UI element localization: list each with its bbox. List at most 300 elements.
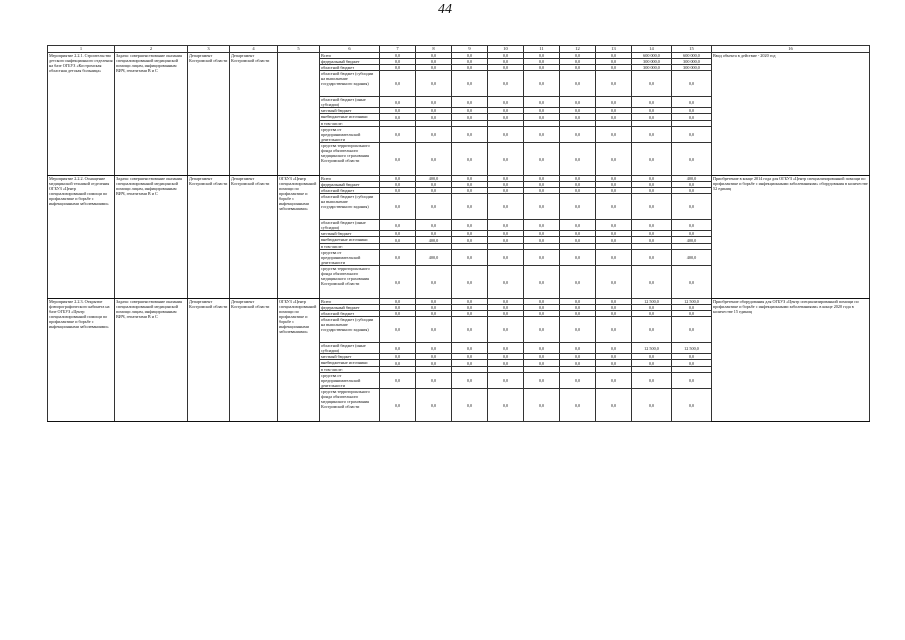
amount-cell: 0,0 [416, 311, 452, 317]
funding-source-label: Всего [320, 176, 380, 182]
amount-cell: 0,0 [452, 311, 488, 317]
amount-cell: 0,0 [672, 188, 712, 194]
amount-cell: 0,0 [672, 220, 712, 231]
funding-source-label: внебюджетные источники [320, 360, 380, 367]
amount-cell: 0,0 [488, 311, 524, 317]
funding-source-label: в том числе: [320, 121, 380, 127]
amount-cell: 0,0 [416, 65, 452, 71]
amount-cell: 0,0 [452, 360, 488, 367]
amount-cell: 300 000,0 [672, 65, 712, 71]
amount-cell: 0,0 [596, 299, 632, 305]
header-cell: 11 [524, 46, 560, 53]
amount-cell: 12 500,0 [672, 299, 712, 305]
amount-cell: 0,0 [488, 299, 524, 305]
amount-cell: 0,0 [380, 108, 416, 114]
amount-cell: 0,0 [380, 220, 416, 231]
amount-cell: 0,0 [560, 389, 596, 422]
amount-cell: 0,0 [632, 354, 672, 360]
amount-cell: 0,0 [452, 237, 488, 244]
measure-col3: Департамент Костромской области [188, 299, 230, 422]
amount-cell: 0,0 [560, 220, 596, 231]
amount-cell: 0,0 [380, 194, 416, 220]
amount-cell: 0,0 [380, 354, 416, 360]
amount-cell: 0,0 [524, 53, 560, 59]
amount-cell: 0,0 [524, 176, 560, 182]
amount-cell: 0,0 [596, 231, 632, 237]
amount-cell: 0,0 [452, 108, 488, 114]
amount-cell: 0,0 [452, 231, 488, 237]
amount-cell: 0,0 [596, 389, 632, 422]
amount-cell: 0,0 [380, 97, 416, 108]
amount-cell: 0,0 [672, 97, 712, 108]
amount-cell: 0,0 [452, 343, 488, 354]
amount-cell: 0,0 [524, 108, 560, 114]
amount-cell: 0,0 [524, 317, 560, 343]
amount-cell: 300 000,0 [632, 59, 672, 65]
amount-cell: 0,0 [416, 231, 452, 237]
measure-col2: Задача: совершенствование оказания специализированной медицинской помощи лицам, инфицированным ВИЧ, гепатитами B и C [115, 176, 188, 299]
funding-source-label: областной бюджет (иные субсидии) [320, 97, 380, 108]
amount-cell: 0,0 [524, 299, 560, 305]
amount-cell: 0,0 [380, 188, 416, 194]
header-cell: 2 [115, 46, 188, 53]
amount-cell: 0,0 [596, 97, 632, 108]
amount-cell: 0,0 [380, 71, 416, 97]
amount-cell: 0,0 [596, 220, 632, 231]
measure-col5 [278, 53, 320, 176]
funding-source-label: Всего [320, 53, 380, 59]
amount-cell: 0,0 [488, 97, 524, 108]
amount-cell: 0,0 [524, 143, 560, 176]
amount-cell: 0,0 [672, 389, 712, 422]
amount-cell: 0,0 [560, 311, 596, 317]
amount-cell: 0,0 [488, 389, 524, 422]
amount-cell: 0,0 [560, 231, 596, 237]
amount-cell: 400,0 [672, 237, 712, 244]
amount-cell: 0,0 [488, 250, 524, 266]
amount-cell: 0,0 [488, 71, 524, 97]
amount-cell: 0,0 [380, 114, 416, 121]
funding-source-label: областной бюджет (субсидии на выполнение государственного задания) [320, 194, 380, 220]
amount-cell: 0,0 [488, 194, 524, 220]
amount-cell: 0,0 [632, 194, 672, 220]
amount-cell: 0,0 [632, 176, 672, 182]
measure-col4: Департамент Костромской области [230, 53, 278, 176]
amount-cell: 0,0 [560, 237, 596, 244]
funding-source-label: средства от предпринимательской деятельности [320, 250, 380, 266]
amount-cell: 0,0 [452, 305, 488, 311]
amount-cell: 0,0 [416, 373, 452, 389]
amount-cell: 0,0 [524, 188, 560, 194]
funding-source-label: средства территориального фонда обязательного медицинского страхования Костромской области [320, 266, 380, 299]
amount-cell: 0,0 [380, 143, 416, 176]
amount-cell: 0,0 [452, 220, 488, 231]
amount-cell: 0,0 [452, 188, 488, 194]
funding-source-label: в том числе: [320, 367, 380, 373]
amount-cell: 0,0 [488, 65, 524, 71]
funding-source-label: средства территориального фонда обязательного медицинского страхования Костромской области [320, 143, 380, 176]
amount-cell: 0,0 [524, 373, 560, 389]
amount-cell: 0,0 [416, 71, 452, 97]
amount-cell: 0,0 [488, 182, 524, 188]
amount-cell: 0,0 [560, 188, 596, 194]
amount-cell: 0,0 [560, 360, 596, 367]
measure-col1: Мероприятие 2.2.1. Строительство детского инфекционного отделения на базе ОГБУЗ «Костромская областная детская больница» [48, 53, 115, 176]
amount-cell: 0,0 [488, 188, 524, 194]
amount-cell: 0,0 [524, 97, 560, 108]
page-number: 44 [438, 2, 452, 17]
amount-cell: 0,0 [452, 373, 488, 389]
amount-cell: 0,0 [632, 182, 672, 188]
amount-cell: 0,0 [452, 182, 488, 188]
funding-source-label: внебюджетные источники [320, 237, 380, 244]
amount-cell: 0,0 [488, 53, 524, 59]
header-cell: 4 [230, 46, 278, 53]
header-cell: 14 [632, 46, 672, 53]
funding-source-label: областной бюджет [320, 65, 380, 71]
amount-cell: 0,0 [452, 354, 488, 360]
funding-source-label: местный бюджет [320, 108, 380, 114]
amount-cell: 0,0 [488, 176, 524, 182]
amount-cell: 0,0 [560, 182, 596, 188]
amount-cell: 0,0 [632, 305, 672, 311]
amount-cell: 0,0 [380, 176, 416, 182]
amount-cell: 0,0 [380, 266, 416, 299]
measure-col4: Департамент Костромской области [230, 299, 278, 422]
amount-cell: 0,0 [596, 65, 632, 71]
amount-cell: 0,0 [488, 266, 524, 299]
amount-cell: 0,0 [596, 176, 632, 182]
measure-col2: Задача: совершенствование оказания специализированной медицинской помощи лицам, инфицированным ВИЧ, гепатитами B и C [115, 299, 188, 422]
amount-cell: 0,0 [672, 114, 712, 121]
header-cell: 9 [452, 46, 488, 53]
amount-cell: 0,0 [416, 354, 452, 360]
amount-cell: 0,0 [416, 194, 452, 220]
measure-col1: Мероприятие 2.2.3. Открытие флюорографического кабинета на базе ОГБУЗ «Центр специализированной помощи по профилактике и борьбе с инфекционными заболеваниями» [48, 299, 115, 422]
amount-cell: 600 000,0 [632, 53, 672, 59]
measure-col4: Департамент Костромской области [230, 176, 278, 299]
amount-cell: 0,0 [488, 143, 524, 176]
amount-cell: 0,0 [632, 127, 672, 143]
amount-cell: 0,0 [672, 127, 712, 143]
amount-cell: 0,0 [488, 237, 524, 244]
amount-cell: 0,0 [672, 182, 712, 188]
amount-cell: 12 500,0 [632, 343, 672, 354]
amount-cell: 0,0 [560, 114, 596, 121]
amount-cell: 0,0 [524, 360, 560, 367]
amount-cell: 0,0 [524, 250, 560, 266]
amount-cell: 0,0 [452, 65, 488, 71]
amount-cell: 0,0 [452, 389, 488, 422]
amount-cell: 0,0 [416, 108, 452, 114]
funding-source-label: федеральный бюджет [320, 182, 380, 188]
funding-source-label: областной бюджет [320, 188, 380, 194]
header-cell: 10 [488, 46, 524, 53]
amount-cell: 0,0 [632, 311, 672, 317]
funding-source-label: средства территориального фонда обязательного медицинского страхования Костромской области [320, 389, 380, 422]
amount-cell: 0,0 [524, 305, 560, 311]
amount-cell: 0,0 [672, 143, 712, 176]
amount-cell: 0,0 [632, 389, 672, 422]
amount-cell: 0,0 [416, 59, 452, 65]
funding-source-label: местный бюджет [320, 231, 380, 237]
amount-cell: 0,0 [524, 71, 560, 97]
amount-cell: 0,0 [596, 194, 632, 220]
amount-cell: 0,0 [632, 266, 672, 299]
amount-cell: 0,0 [380, 373, 416, 389]
amount-cell: 0,0 [452, 114, 488, 121]
amount-cell: 0,0 [452, 143, 488, 176]
amount-cell: 0,0 [488, 220, 524, 231]
amount-cell: 0,0 [452, 59, 488, 65]
amount-cell: 0,0 [452, 266, 488, 299]
amount-cell: 0,0 [488, 114, 524, 121]
header-cell: 15 [672, 46, 712, 53]
amount-cell: 12 500,0 [672, 343, 712, 354]
amount-cell: 0,0 [452, 127, 488, 143]
amount-cell: 0,0 [560, 250, 596, 266]
amount-cell: 0,0 [416, 182, 452, 188]
amount-cell: 0,0 [452, 97, 488, 108]
amount-cell: 400,0 [672, 176, 712, 182]
funding-source-label: федеральный бюджет [320, 59, 380, 65]
amount-cell: 0,0 [596, 237, 632, 244]
amount-cell: 0,0 [672, 266, 712, 299]
funding-source-label: областной бюджет [320, 311, 380, 317]
measure-col5: ОГБУЗ «Центр специализированной помощи по профилактике и борьбе с инфекционными заболеваниями» [278, 176, 320, 299]
table-body [48, 46, 870, 422]
funding-source-label: средства от предпринимательской деятельности [320, 127, 380, 143]
amount-cell: 0,0 [632, 114, 672, 121]
funding-source-label: областной бюджет (субсидии на выполнение государственного задания) [320, 71, 380, 97]
amount-cell: 0,0 [488, 231, 524, 237]
header-cell: 6 [320, 46, 380, 53]
amount-cell: 0,0 [560, 299, 596, 305]
amount-cell: 0,0 [672, 373, 712, 389]
amount-cell: 0,0 [380, 317, 416, 343]
amount-cell: 0,0 [672, 317, 712, 343]
header-cell: 13 [596, 46, 632, 53]
amount-cell: 0,0 [380, 182, 416, 188]
amount-cell: 0,0 [632, 317, 672, 343]
amount-cell: 400,0 [672, 250, 712, 266]
amount-cell: 0,0 [560, 305, 596, 311]
amount-cell: 0,0 [560, 65, 596, 71]
amount-cell: 0,0 [488, 127, 524, 143]
amount-cell: 400,0 [416, 237, 452, 244]
amount-cell: 0,0 [596, 188, 632, 194]
amount-cell: 0,0 [416, 97, 452, 108]
amount-cell: 0,0 [560, 317, 596, 343]
amount-cell: 0,0 [632, 373, 672, 389]
amount-cell: 0,0 [380, 360, 416, 367]
amount-cell: 0,0 [416, 127, 452, 143]
amount-cell: 0,0 [672, 311, 712, 317]
amount-cell: 0,0 [596, 71, 632, 97]
header-row [48, 46, 870, 53]
amount-cell: 0,0 [672, 231, 712, 237]
funding-source-label: Всего [320, 299, 380, 305]
amount-cell: 0,0 [416, 220, 452, 231]
amount-cell: 0,0 [380, 53, 416, 59]
funding-source-label: областной бюджет (иные субсидии) [320, 220, 380, 231]
amount-cell: 12 500,0 [632, 299, 672, 305]
amount-cell: 0,0 [416, 143, 452, 176]
amount-cell: 0,0 [632, 188, 672, 194]
amount-cell: 0,0 [524, 65, 560, 71]
amount-cell: 0,0 [596, 127, 632, 143]
expected-result: Ввод объекта в действие - 2020 год [712, 53, 870, 176]
amount-cell: 300 000,0 [632, 65, 672, 71]
amount-cell: 0,0 [596, 360, 632, 367]
header-cell: 8 [416, 46, 452, 53]
amount-cell: 0,0 [524, 114, 560, 121]
amount-cell: 0,0 [452, 250, 488, 266]
amount-cell: 0,0 [524, 127, 560, 143]
amount-cell: 0,0 [524, 59, 560, 65]
amount-cell: 0,0 [524, 343, 560, 354]
amount-cell: 0,0 [380, 250, 416, 266]
amount-cell: 0,0 [560, 53, 596, 59]
amount-cell: 0,0 [488, 360, 524, 367]
amount-cell: 0,0 [632, 143, 672, 176]
funding-source-label: внебюджетные источники [320, 114, 380, 121]
amount-cell: 0,0 [596, 114, 632, 121]
amount-cell: 0,0 [596, 354, 632, 360]
amount-cell: 0,0 [416, 343, 452, 354]
measure-col5: ОГБУЗ «Центр специализированной помощи по профилактике и борьбе с инфекционными заболеваниями» [278, 299, 320, 422]
header-cell: 5 [278, 46, 320, 53]
measure-col2: Задача: совершенствование оказания специализированной медицинской помощи лицам, инфицированным ВИЧ, гепатитами B и C [115, 53, 188, 176]
amount-cell: 0,0 [596, 266, 632, 299]
amount-cell: 0,0 [524, 194, 560, 220]
amount-cell: 0,0 [524, 220, 560, 231]
funding-source-label: средства от предпринимательской деятельности [320, 373, 380, 389]
budget-table [47, 45, 870, 422]
amount-cell: 0,0 [596, 373, 632, 389]
amount-cell: 0,0 [560, 194, 596, 220]
amount-cell: 0,0 [596, 143, 632, 176]
amount-cell: 400,0 [416, 176, 452, 182]
amount-cell: 0,0 [632, 108, 672, 114]
funding-source-label: областной бюджет (субсидии на выполнение государственного задания) [320, 317, 380, 343]
amount-cell: 0,0 [672, 354, 712, 360]
amount-cell: 0,0 [380, 343, 416, 354]
amount-cell: 0,0 [416, 305, 452, 311]
amount-cell: 0,0 [488, 305, 524, 311]
header-cell: 12 [560, 46, 596, 53]
amount-cell: 0,0 [488, 59, 524, 65]
amount-cell: 0,0 [416, 299, 452, 305]
amount-cell: 0,0 [632, 97, 672, 108]
amount-cell: 0,0 [596, 311, 632, 317]
amount-cell: 0,0 [380, 299, 416, 305]
amount-cell: 0,0 [488, 343, 524, 354]
amount-cell: 0,0 [560, 108, 596, 114]
amount-cell: 0,0 [672, 108, 712, 114]
amount-cell: 0,0 [560, 59, 596, 65]
amount-cell: 0,0 [488, 108, 524, 114]
amount-cell: 0,0 [632, 220, 672, 231]
amount-cell: 0,0 [524, 354, 560, 360]
amount-cell: 0,0 [672, 194, 712, 220]
funding-source-label: местный бюджет [320, 354, 380, 360]
funding-source-label: в том числе: [320, 244, 380, 250]
amount-cell: 0,0 [452, 176, 488, 182]
funding-source-label: федеральный бюджет [320, 305, 380, 311]
amount-cell: 0,0 [416, 389, 452, 422]
amount-cell: 0,0 [632, 231, 672, 237]
amount-cell: 0,0 [596, 250, 632, 266]
amount-cell: 0,0 [596, 182, 632, 188]
amount-cell: 0,0 [632, 360, 672, 367]
amount-cell: 0,0 [524, 182, 560, 188]
measure-col3: Департамент Костромской области [188, 176, 230, 299]
amount-cell: 0,0 [596, 108, 632, 114]
amount-cell: 0,0 [560, 373, 596, 389]
amount-cell: 0,0 [416, 188, 452, 194]
amount-cell: 0,0 [596, 53, 632, 59]
amount-cell: 0,0 [560, 343, 596, 354]
expected-result: Приобретение в конце 2014 года для ОГБУЗ «Центр специализированной помощи по профилактике и борьбе с инфекционными заболеваниями» оборудования в количестве 52 единиц [712, 176, 870, 299]
measure-col3: Департамент Костромской области [188, 53, 230, 176]
header-cell: 16 [712, 46, 870, 53]
amount-cell: 0,0 [416, 360, 452, 367]
amount-cell: 0,0 [380, 65, 416, 71]
amount-cell: 0,0 [488, 317, 524, 343]
amount-cell: 0,0 [380, 311, 416, 317]
amount-cell: 0,0 [416, 266, 452, 299]
amount-cell: 0,0 [560, 143, 596, 176]
header-cell: 7 [380, 46, 416, 53]
amount-cell: 0,0 [452, 53, 488, 59]
amount-cell: 0,0 [452, 71, 488, 97]
amount-cell: 0,0 [596, 59, 632, 65]
amount-cell: 0,0 [380, 231, 416, 237]
amount-cell: 0,0 [380, 59, 416, 65]
funding-source-label: областной бюджет (иные субсидии) [320, 343, 380, 354]
amount-cell: 600 000,0 [672, 53, 712, 59]
header-cell: 3 [188, 46, 230, 53]
amount-cell: 0,0 [524, 231, 560, 237]
amount-cell: 0,0 [524, 237, 560, 244]
amount-cell: 0,0 [524, 311, 560, 317]
amount-cell: 0,0 [488, 354, 524, 360]
amount-cell: 0,0 [416, 114, 452, 121]
amount-cell: 0,0 [380, 389, 416, 422]
amount-cell: 0,0 [452, 194, 488, 220]
amount-cell: 0,0 [380, 305, 416, 311]
expected-result: Приобретение оборудования для ОГБУЗ «Центр специализированной помощи по профилактике и борьбе с инфекционными заболеваниями» в конце 2020 года в количестве 15 единиц [712, 299, 870, 422]
amount-cell: 0,0 [560, 176, 596, 182]
amount-cell: 0,0 [560, 71, 596, 97]
amount-cell: 0,0 [672, 305, 712, 311]
amount-cell: 0,0 [596, 305, 632, 311]
amount-cell: 0,0 [632, 250, 672, 266]
amount-cell: 0,0 [632, 237, 672, 244]
amount-cell: 0,0 [452, 317, 488, 343]
amount-cell: 0,0 [560, 354, 596, 360]
amount-cell: 0,0 [672, 71, 712, 97]
amount-cell: 0,0 [380, 237, 416, 244]
amount-cell: 0,0 [560, 97, 596, 108]
amount-cell: 400,0 [416, 250, 452, 266]
amount-cell: 0,0 [560, 266, 596, 299]
amount-cell: 300 000,0 [672, 59, 712, 65]
amount-cell: 0,0 [596, 343, 632, 354]
amount-cell: 0,0 [380, 127, 416, 143]
amount-cell: 0,0 [488, 373, 524, 389]
